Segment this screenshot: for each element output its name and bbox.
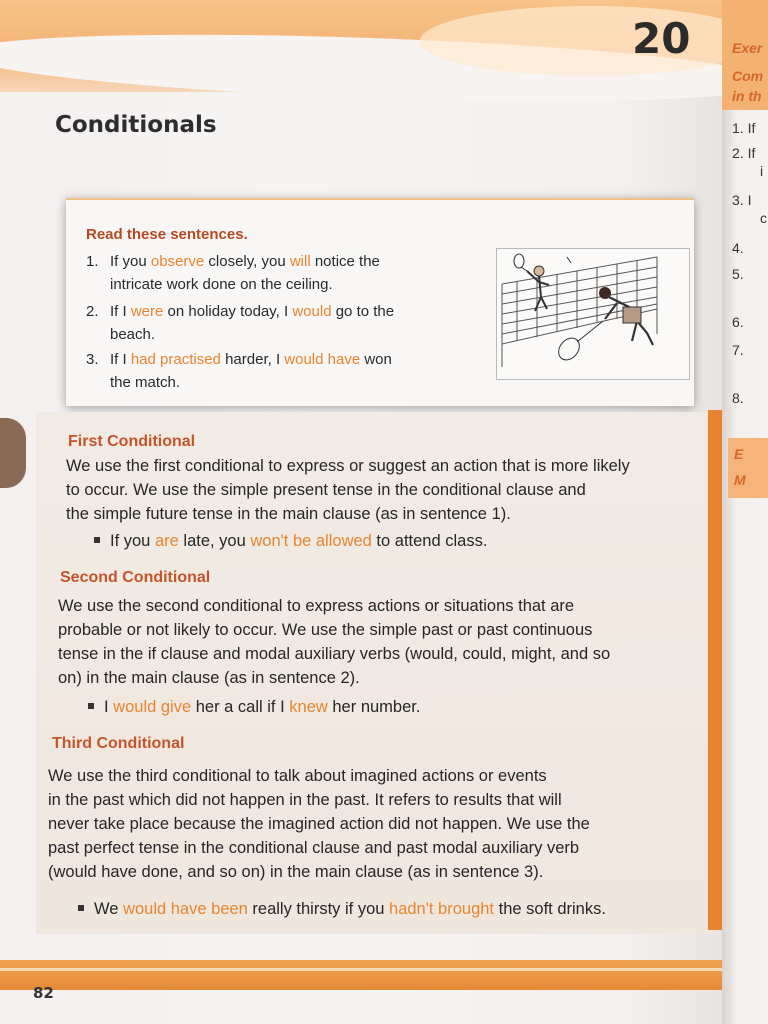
badminton-illustration [496, 248, 690, 380]
second-conditional-text: We use the second conditional to express actions or situations that are probable or not likely to occur. We use the simple past or past continuous tense in the if clause and modal auxiliary verbs (would, could, might, and so on) in the main clause (as in sentence 2). [58, 597, 611, 687]
first-conditional-text: We use the first conditional to express or suggest an action that is more likely to occur. We use the simple present tense in the conditional clause and the simple future tense in the main clause (as in sentence 1). [66, 457, 630, 523]
explanation-area [36, 412, 712, 934]
third-conditional-heading: Third Conditional [52, 735, 185, 752]
adjacent-page-edge: Exer Com in th 1. If 2. If i 3. I c 4. 5. 6. 7. 8. E M [722, 0, 768, 1024]
first-conditional-example: If you are late, you won't be allowed to attend class. [94, 532, 487, 551]
first-conditional-heading: First Conditional [68, 433, 196, 450]
footer-band [0, 960, 722, 990]
exercise-box: E M [728, 438, 768, 498]
page-number: 82 [33, 984, 54, 1002]
side-accent-strip [708, 410, 722, 930]
read-sentences-box [66, 198, 694, 406]
second-conditional-example: I would give her a call if I knew her number. [88, 698, 420, 717]
bullet-icon [78, 905, 84, 911]
sentence-2: 2. If I were on holiday today, I would go to the beach. [86, 303, 395, 343]
thumb [0, 418, 26, 488]
third-conditional-example: We would have been really thirsty if you hadn't brought the soft drinks. [78, 900, 606, 919]
sentence-1: 1. If you observe closely, you will notice the intricate work done on the ceiling. [86, 253, 380, 293]
read-box-title: Read these sentences. [86, 226, 248, 243]
badminton-players-image [497, 249, 689, 379]
page-title: Conditionals [55, 112, 217, 138]
chapter-number: 20 [632, 14, 691, 63]
bullet-icon [88, 703, 94, 709]
header-band [0, 0, 722, 92]
third-conditional-text: We use the third conditional to talk about imagined actions or events in the past which did not happen in the past. It refers to results that will never take place because the imagined action did not happen. We use the past perfect tense in the conditional clause and past modal auxiliary verb (would have done, and so on) in the main clause (as in sentence 3). [48, 767, 590, 881]
sentence-3: 3. If I had practised harder, I would have won the match. [86, 351, 392, 391]
bullet-icon [94, 537, 100, 543]
second-conditional-heading: Second Conditional [60, 569, 211, 586]
